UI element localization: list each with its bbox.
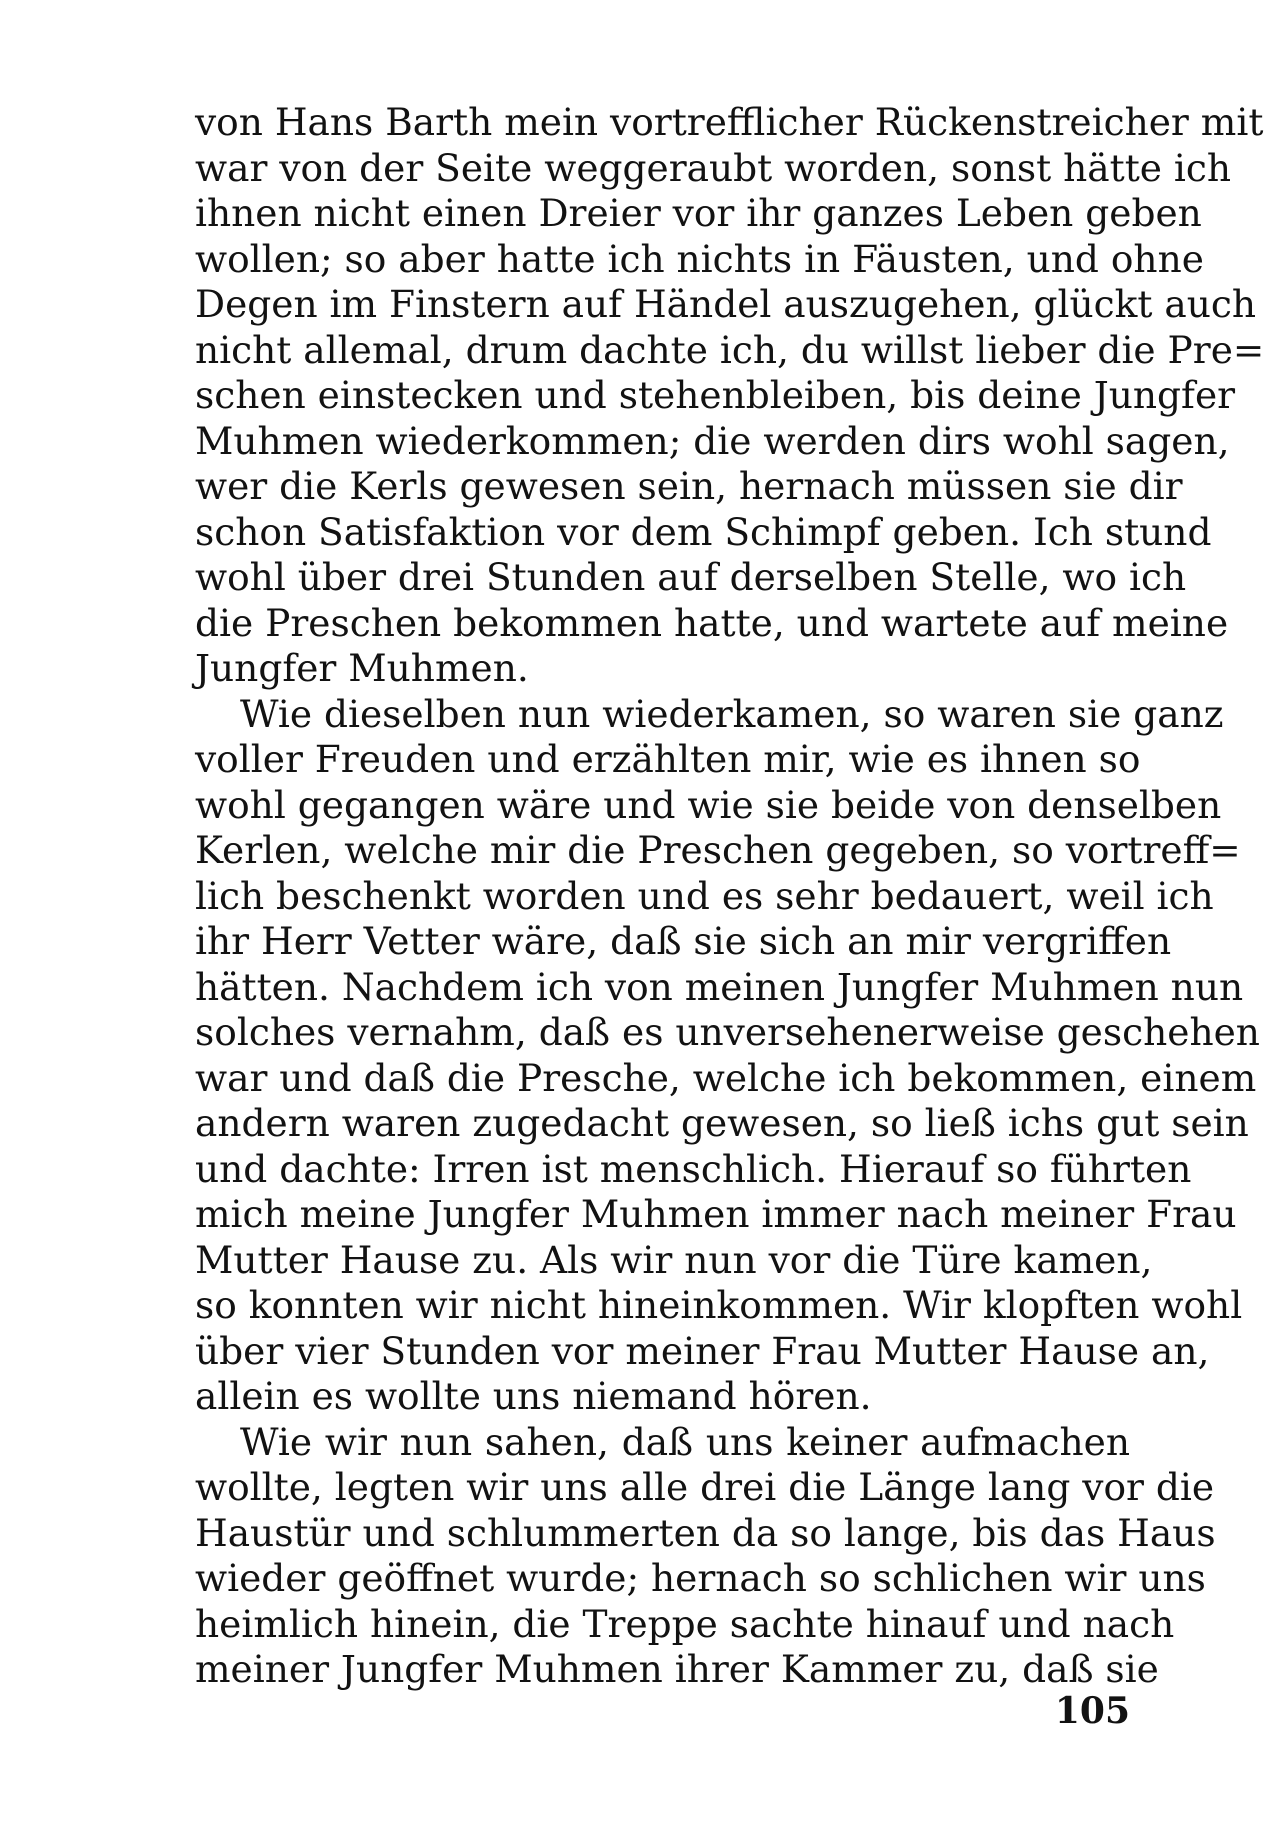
text-line: von Hans Barth mein vortrefflicher Rückenstreicher mit [195,100,1264,144]
text-line: wieder geöffnet wurde; hernach so schlichen wir uns [195,1556,1206,1600]
text-line: lich beschenkt worden und es sehr bedauert, weil ich [195,873,1214,918]
text-line: die Preschen bekommen hatte, und wartete auf meine [195,600,1229,645]
text-line: wohl über drei Stunden auf derselben Stelle, wo ich [195,555,1187,599]
text-line: voller Freuden und erzählten mir, wie es ihnen so [195,737,1141,781]
body-text [195,100,1264,1693]
text-line: war von der Seite weggeraubt worden, sonst hätte ich [195,145,1232,190]
text-line: und dachte: Irren ist menschlich. Hierauf so führten [195,1146,1192,1191]
page-number: 105 [1054,1690,1130,1732]
text-line: schen einstecken und stehenbleiben, bis deine Jungfer [195,373,1236,417]
paragraph-end-line: Jungfer Muhmen. [195,646,529,690]
text-line: nicht allemal, drum dachte ich, du willst lieber die Pre= [195,327,1264,372]
text-line: Muhmen wiederkommen; die werden dirs wohl sagen, [195,418,1230,463]
text-line: schon Satisfaktion vor dem Schimpf geben. Ich stund [195,509,1212,554]
text-line: Kerlen, welche mir die Preschen gegeben, so vortreff= [195,828,1241,872]
text-line: wer die Kerls gewesen sein, hernach müssen sie dir [195,464,1183,508]
paragraph-start-line: Wie dieselben nun wiederkamen, so waren sie ganz [240,691,1224,736]
paragraph-start-line: Wie wir nun sahen, daß uns keiner aufmachen [240,1419,1130,1464]
text-line: mich meine Jungfer Muhmen immer nach meiner Frau [195,1192,1237,1236]
text-line: solches vernahm, daß es unversehenerweise geschehen [195,1010,1260,1054]
text-line: hätten. Nachdem ich von meinen Jungfer Muhmen nun [195,964,1244,1009]
text-line: meiner Jungfer Muhmen ihrer Kammer zu, daß sie [195,1647,1159,1691]
text-line: andern waren zugedacht gewesen, so ließ ichs gut sein [195,1101,1249,1145]
text-line: Haustür und schlummerten da so lange, bis das Haus [195,1510,1216,1555]
text-line: wohl gegangen wäre und wie sie beide von denselben [195,782,1222,827]
text-line: ihnen nicht einen Dreier vor ihr ganzes Leben geben [195,191,1202,235]
text-line: Degen im Finstern auf Händel auszugehen, glückt auch [195,282,1257,326]
text-line: so konnten wir nicht hineinkommen. Wir klopften wohl [195,1283,1243,1327]
text-line: wollen; so aber hatte ich nichts in Fäusten, und ohne [195,236,1204,281]
text-line: ihr Herr Vetter wäre, daß sie sich an mir vergriffen [195,919,1172,963]
text-line: heimlich hinein, die Treppe sachte hinauf und nach [195,1601,1175,1646]
text-line: über vier Stunden vor meiner Frau Mutter Hause an, [195,1328,1210,1373]
text-line: war und daß die Presche, welche ich bekommen, einem [195,1055,1257,1100]
paragraph-end-line: allein es wollte uns niemand hören. [195,1374,872,1418]
text-line: wollte, legten wir uns alle drei die Länge lang vor die [195,1465,1215,1509]
text-line: Mutter Hause zu. Als wir nun vor die Türe kamen, [195,1237,1153,1282]
